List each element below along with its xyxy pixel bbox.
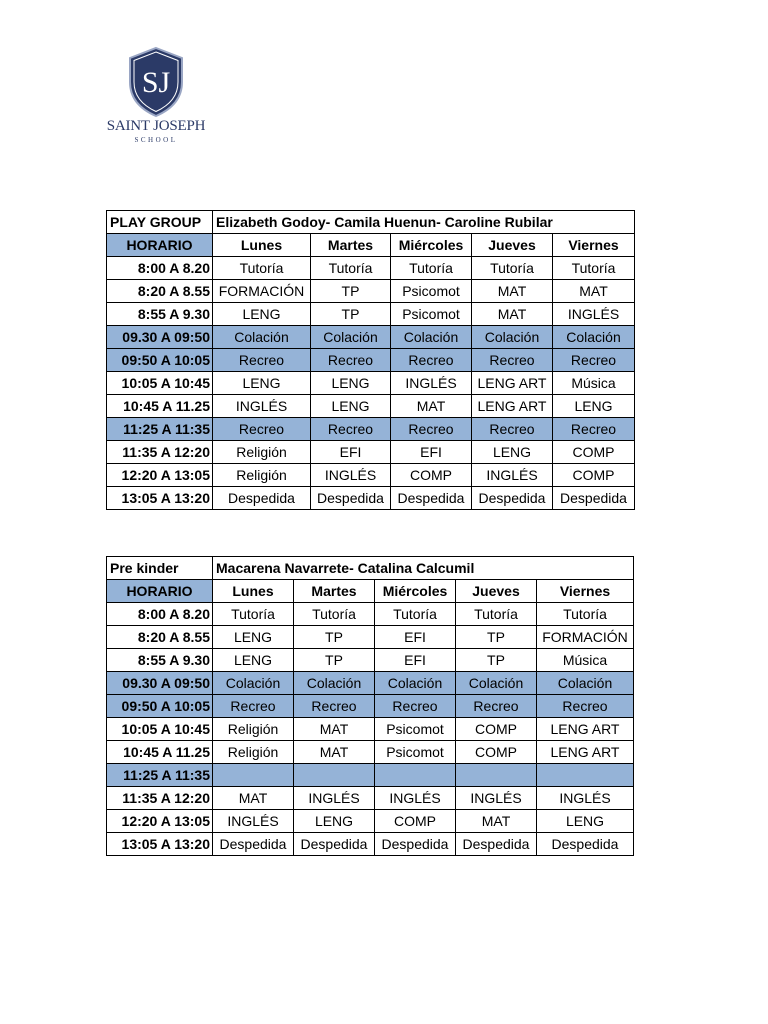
time-slot-cell: 8:55 A 9.30 [107,649,213,672]
header-row [107,580,634,603]
subject-cell: LENG ART [472,372,553,395]
subject-cell: Recreo [553,418,635,441]
subject-cell: MAT [391,395,472,418]
subject-cell: Recreo [391,349,472,372]
subject-cell: Tutoría [294,603,375,626]
subject-cell: Recreo [294,695,375,718]
subject-cell: LENG [294,810,375,833]
subject-cell: Colación [311,326,391,349]
subject-cell: LENG [213,649,294,672]
subject-cell: INGLÉS [213,395,311,418]
subject-cell: EFI [375,626,456,649]
day-header: Miércoles [391,234,472,257]
table-title-row [107,211,635,234]
table-title-row [107,557,634,580]
schedule-table-play-group [106,210,635,510]
day-header: Jueves [456,580,537,603]
subject-cell: EFI [375,649,456,672]
school-subtitle: SCHOOL [134,136,178,144]
schedule-row [107,718,634,741]
subject-cell: MAT [294,741,375,764]
subject-cell: INGLÉS [391,372,472,395]
subject-cell: Religión [213,718,294,741]
subject-cell: Tutoría [311,257,391,280]
subject-cell: Colación [213,326,311,349]
subject-cell: COMP [391,464,472,487]
subject-cell: Colación [213,672,294,695]
subject-cell: TP [311,280,391,303]
subject-cell: Colación [456,672,537,695]
day-header: Lunes [213,234,311,257]
subject-cell: Despedida [213,487,311,510]
schedule-row [107,603,634,626]
time-slot-cell: 12:20 A 13:05 [107,810,213,833]
schedule-row [107,280,635,303]
subject-cell: INGLÉS [456,787,537,810]
subject-cell: Recreo [213,349,311,372]
subject-cell: MAT [294,718,375,741]
schedule-row [107,649,634,672]
time-slot-cell: 10:45 A 11.25 [107,741,213,764]
time-slot-cell: 8:00 A 8.20 [107,257,213,280]
subject-cell: LENG ART [472,395,553,418]
schedule-row [107,464,635,487]
subject-cell: Despedida [472,487,553,510]
subject-cell: Despedida [294,833,375,856]
school-logo [106,46,206,150]
time-slot-cell: 13:05 A 13:20 [107,487,213,510]
subject-cell: TP [294,649,375,672]
subject-cell: INGLÉS [553,303,635,326]
schedule-row [107,764,634,787]
subject-cell [537,764,634,787]
subject-cell: MAT [553,280,635,303]
subject-cell: Tutoría [375,603,456,626]
time-slot-cell: 09.30 A 09:50 [107,672,213,695]
subject-cell: Recreo [213,695,294,718]
schedule-row [107,303,635,326]
subject-cell: LENG [472,441,553,464]
subject-cell: MAT [213,787,294,810]
schedule-row [107,487,635,510]
subject-cell: EFI [391,441,472,464]
subject-cell: Recreo [391,418,472,441]
schedule-row [107,695,634,718]
schedule-row [107,787,634,810]
subject-cell: Psicomot [375,718,456,741]
group-name: PLAY GROUP [107,211,213,234]
schedule-row [107,626,634,649]
subject-cell: Colación [375,672,456,695]
subject-cell: LENG [213,626,294,649]
subject-cell: TP [294,626,375,649]
subject-cell: TP [456,626,537,649]
teachers-names: Macarena Navarrete- Catalina Calcumil [213,557,634,580]
subject-cell: MAT [472,280,553,303]
day-header: Jueves [472,234,553,257]
time-slot-cell: 8:00 A 8.20 [107,603,213,626]
subject-cell: Tutoría [391,257,472,280]
subject-cell: FORMACIÓN [213,280,311,303]
subject-cell: COMP [553,441,635,464]
subject-cell: INGLÉS [213,810,294,833]
subject-cell: COMP [553,464,635,487]
schedule-table-pre-kinder [106,556,634,856]
subject-cell: INGLÉS [472,464,553,487]
schedule-row [107,372,635,395]
subject-cell: Despedida [553,487,635,510]
schedule-row [107,441,635,464]
subject-cell: EFI [311,441,391,464]
subject-cell: LENG [311,372,391,395]
header-row [107,234,635,257]
subject-cell: Despedida [311,487,391,510]
subject-cell: Despedida [375,833,456,856]
day-header: Lunes [213,580,294,603]
time-slot-cell: 11:35 A 12:20 [107,441,213,464]
subject-cell: Recreo [213,418,311,441]
group-name: Pre kinder [107,557,213,580]
subject-cell: Tutoría [537,603,634,626]
subject-cell: Religión [213,464,311,487]
schedule-row [107,833,634,856]
subject-cell: Tutoría [472,257,553,280]
time-slot-cell: 10:45 A 11.25 [107,395,213,418]
subject-cell: Colación [553,326,635,349]
subject-cell: Recreo [472,349,553,372]
subject-cell: Religión [213,441,311,464]
subject-cell: Colación [294,672,375,695]
subject-cell: Tutoría [213,603,294,626]
time-slot-cell: 13:05 A 13:20 [107,833,213,856]
subject-cell: LENG [311,395,391,418]
schedule-row [107,741,634,764]
time-slot-cell: 8:20 A 8.55 [107,626,213,649]
horario-header: HORARIO [107,234,213,257]
subject-cell: INGLÉS [294,787,375,810]
time-slot-cell: 11:25 A 11:35 [107,418,213,441]
schedule-row [107,349,635,372]
subject-cell [213,764,294,787]
subject-cell: Religión [213,741,294,764]
subject-cell: FORMACIÓN [537,626,634,649]
schedule-row [107,326,635,349]
time-slot-cell: 10:05 A 10:45 [107,372,213,395]
subject-cell: Colación [391,326,472,349]
schedule-row [107,395,635,418]
subject-cell: Recreo [553,349,635,372]
subject-cell [294,764,375,787]
time-slot-cell: 8:20 A 8.55 [107,280,213,303]
subject-cell: COMP [456,718,537,741]
subject-cell: Tutoría [213,257,311,280]
subject-cell: Recreo [375,695,456,718]
subject-cell: LENG ART [537,718,634,741]
subject-cell: Despedida [537,833,634,856]
subject-cell [375,764,456,787]
schedule-row [107,257,635,280]
time-slot-cell: 09.30 A 09:50 [107,326,213,349]
teachers-names: Elizabeth Godoy- Camila Huenun- Caroline Rubilar [213,211,635,234]
day-header: Viernes [553,234,635,257]
subject-cell: Recreo [472,418,553,441]
subject-cell: Recreo [456,695,537,718]
subject-cell: INGLÉS [375,787,456,810]
subject-cell [456,764,537,787]
subject-cell: MAT [456,810,537,833]
subject-cell: Tutoría [553,257,635,280]
subject-cell: COMP [375,810,456,833]
subject-cell: Recreo [537,695,634,718]
shield-icon [127,46,185,118]
subject-cell: Psicomot [391,280,472,303]
time-slot-cell: 09:50 A 10:05 [107,349,213,372]
subject-cell: Música [553,372,635,395]
time-slot-cell: 10:05 A 10:45 [107,718,213,741]
logo-initials: SJ [141,66,171,99]
time-slot-cell: 11:25 A 11:35 [107,764,213,787]
subject-cell: COMP [456,741,537,764]
time-slot-cell: 8:55 A 9.30 [107,303,213,326]
time-slot-cell: 12:20 A 13:05 [107,464,213,487]
subject-cell: INGLÉS [537,787,634,810]
subject-cell: LENG ART [537,741,634,764]
subject-cell: TP [311,303,391,326]
subject-cell: Despedida [391,487,472,510]
subject-cell: Psicomot [391,303,472,326]
subject-cell: LENG [553,395,635,418]
schedule-row [107,672,634,695]
subject-cell: Psicomot [375,741,456,764]
day-header: Viernes [537,580,634,603]
subject-cell: Música [537,649,634,672]
day-header: Martes [294,580,375,603]
time-slot-cell: 11:35 A 12:20 [107,787,213,810]
subject-cell: Tutoría [456,603,537,626]
time-slot-cell: 09:50 A 10:05 [107,695,213,718]
subject-cell: Colación [472,326,553,349]
subject-cell: Despedida [456,833,537,856]
schedule-row [107,418,635,441]
schedule-row [107,810,634,833]
subject-cell: TP [456,649,537,672]
subject-cell: LENG [213,303,311,326]
subject-cell: MAT [472,303,553,326]
day-header: Miércoles [375,580,456,603]
subject-cell: Despedida [213,833,294,856]
subject-cell: LENG [213,372,311,395]
horario-header: HORARIO [107,580,213,603]
subject-cell: Recreo [311,418,391,441]
subject-cell: LENG [537,810,634,833]
school-name: SAINT JOSEPH [106,118,206,134]
subject-cell: INGLÉS [311,464,391,487]
subject-cell: Recreo [311,349,391,372]
subject-cell: Colación [537,672,634,695]
day-header: Martes [311,234,391,257]
